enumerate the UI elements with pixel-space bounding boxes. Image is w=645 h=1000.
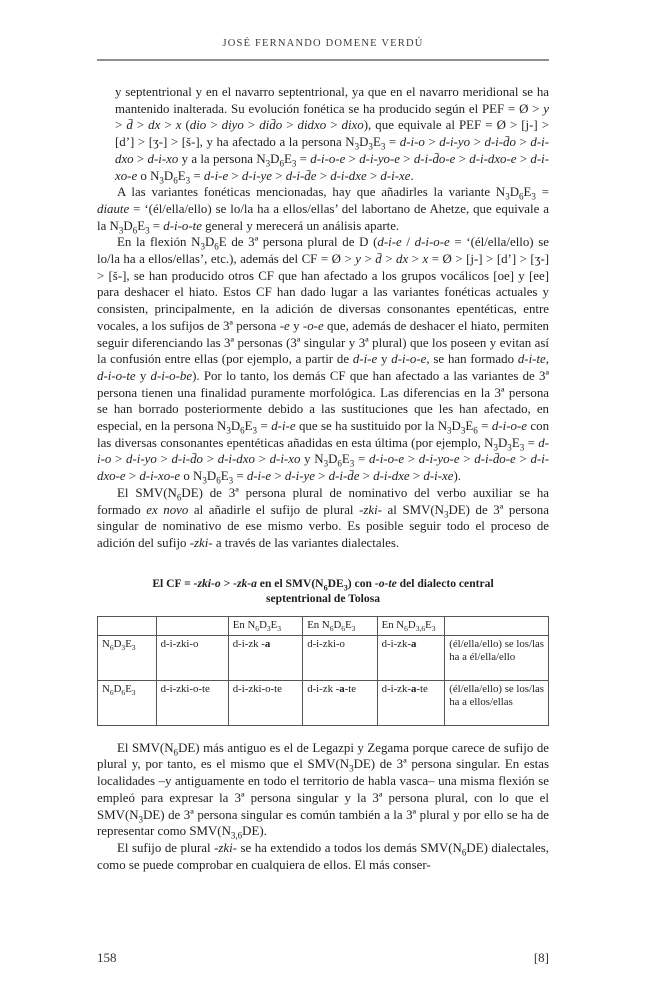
- table-header-row: [98, 616, 549, 635]
- body-paragraph: En la flexión $N_3D_6E$ de 3ª persona plural de D (d-i-e / d-i-o-e = ‘(él/ella/ello) se lo/la ha a ellos/ellas’, etc.), además del CF = Ø > y > d̄ > dx > x = Ø > [j-] > [d’] > [ʒ-] > [š-], se han producido otros CF que han afectado a los grupos vocálicos [oe] y [ee] para deshacer el hiato. Estos CF han dado lugar a las variantes fonéticas actuales y consisten, principalmente, en la adición de diversas consonantes epentéticas, entre vocales, a los sufijos de 3ª persona -e y -o-e que, además de deshacer el hiato, permiten seguir diferenciando las 3ª personas (3ª singular y 3ª plural) que los poseen y evitan así la confusión entre ellas (por ejemplo, a partir de d-i-e y d-i-o-e, se han formado d-i-te, d-i-o-te y d-i-o-be). Por lo tanto, los demás CF que han afectado a las variantes de 3ª persona tienen una finalidad puramente morfológica. Las diferencias en la 3ª persona se han borrado posteriormente debido a las sustituciones que les han afectado, en especial, en la persona $N_3D_6E_3 = d-i-e$ que se ha sustituido por la $N_3D_3E_6 = d-i-o-e$ con las diversas consonantes epentéticas añadidas en esta última (por ejemplo, $N_3D_3E_3 = d-i-o > d-i-yo$ > d-i-d̄o > d-i-dxo > d-i-xo y $N_3D_6E_3 = d-i-o-e > d-i-yo-e$ > d-i-d̄o-e > d-i-dxo-e > d-i-xo-e o $N_3D_6E_3 = d-i-e > d-i-ye$ > d-i-d̄e > d-i-dxe > d-i-xe).: [97, 235, 550, 486]
- page-body: [97, 84, 549, 873]
- body-paragraph: El $SMV(N_6DE)$ más antiguo es el de Legazpi y Zegama porque carece de sufijo de plural y, por tanto, es el mismo que el $SMV(N_3DE)$ de 3ª persona singular. En estas localidades –y antiguamente en todo el territorio de habla vasca– una misma flexión se empleó para expresar la 3ª persona singular y la 3ª persona plural, con lo que el $SMV(N_3DE)$ de 3ª persona singular es común también a la 3ª plural y por ello se ha de representar como $SMV(N_{3,6}DE)$.: [97, 740, 549, 841]
- issue-number: [8]: [533, 950, 549, 965]
- table-cell: $N_6D_6E_3$: [98, 680, 157, 725]
- table-cell: d-i-zki-o-te: [156, 680, 228, 725]
- table-cell: (él/ella/ello) se los/las ha a ellos/ellas: [445, 680, 549, 725]
- table-header-cell: [445, 616, 549, 635]
- running-header-author: JOSÉ FERNANDO DOMENE VERDÚ: [222, 38, 424, 49]
- table-header-cell: En $N_6D_6E_3$: [303, 616, 377, 635]
- table-body: [98, 635, 549, 725]
- table-row: [98, 635, 549, 680]
- page-footer: [97, 950, 549, 966]
- table-cell: (él/ella/ello) se los/las ha a él/ella/ello: [445, 635, 549, 680]
- verb-forms-table: [97, 616, 549, 726]
- body-paragraph: El $SMV(N_6DE)$ de 3ª persona plural de nominativo del verbo auxiliar se ha formado ex novo al añadirle el sufijo de plural -zki- al $SMV(N_3DE)$ de 3ª persona singular de nominativo de ese mismo verbo. Es posible seguir todo el proceso de adición del sufijo -zki- a través de las variantes dialectales.: [97, 485, 549, 550]
- table-cell: d-i-zk -a: [228, 635, 302, 680]
- table-cell: d-i-zki-o: [156, 635, 228, 680]
- table-cell: d-i-zki-o-te: [228, 680, 302, 725]
- body-paragraph: El sufijo de plural -zki- se ha extendido a todos los demás $SMV(N_6DE)$ dialectales, como se puede comprobar en cualquiera de ellos. El más conser-: [97, 840, 549, 872]
- table-header-cell: [98, 616, 157, 635]
- page-number: 158: [97, 950, 117, 965]
- table-cell: d-i-zk -a-te: [303, 680, 377, 725]
- table-cell: $N_6D_3E_3$: [98, 635, 157, 680]
- table-header-cell: En $N_6D_{3,6}E_3$: [377, 616, 445, 635]
- table-cell: d-i-zk-a-te: [377, 680, 445, 725]
- table-row: [98, 680, 549, 725]
- table-cell: d-i-zk-a: [377, 635, 445, 680]
- table-header-cell: [156, 616, 228, 635]
- table-header-cell: En $N_6D_3E_3$: [228, 616, 302, 635]
- table-cell: d-i-zki-o: [303, 635, 377, 680]
- body-paragraph: A las variantes fonéticas mencionadas, hay que añadirles la variante $N_3D_6E_3$ = diaute = ‘(él/ella/ello) se lo/la ha a ellos/ellas’ del labortano de Ahetze, que equivale a la $N_3D_6E_3 = d-i-o-te$ general y merecerá un análisis aparte.: [97, 185, 549, 236]
- header-rule: [97, 59, 549, 61]
- table-caption: El CF = -zki-o > -zk-a en el $SMV(N_6DE_3)$ con -o-te del dialecto central septentrional de Tolosa: [152, 576, 494, 606]
- body-paragraph-continuation: y septentrional y en el navarro septentrional, ya que en el navarro meridional se ha mantenido inalterada. Su evolución fonética se ha producido según el PEF = Ø > y > d̄ > dx > x (dio > diyo > did̄o > didxo > dixo), que equivale al PEF = Ø > [j-] > [d’] > [ʒ-] > [š-], y ha afectado a la persona $N_3D_3E_3 = d-i-o > d-i-yo$ > d-i-d̄o > d-i-dxo > d-i-xo y a la persona $N_3D_6E_3 = d-i-o-e > d-i-yo-e$ > d-i-d̄o-e > d-i-dxo-e > d-i-xo-e o $N_3D_6E_3 = d-i-e > d-i-ye$ > d-i-d̄e > d-i-dxe > d-i-xe.: [115, 85, 550, 186]
